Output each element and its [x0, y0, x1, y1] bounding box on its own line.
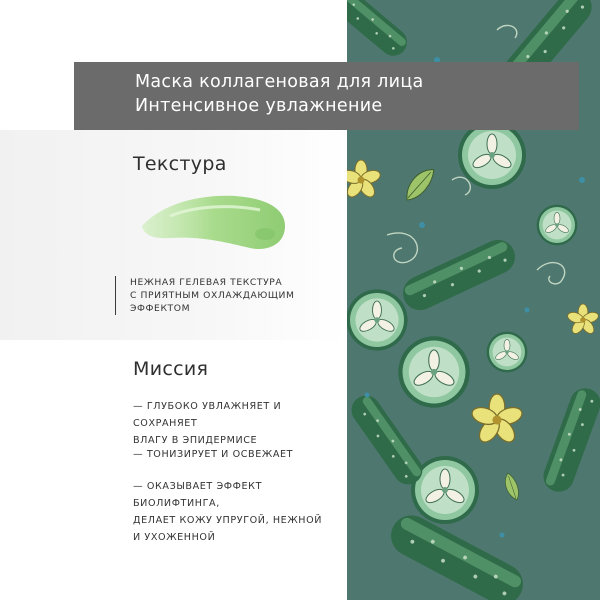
mission-item-line: — ОКАЗЫВАЕТ ЭФФЕКТ БИОЛИФТИНГА, [133, 481, 263, 509]
mission-item-line: — ГЛУБОКО УВЛАЖНЯЕТ И СОХРАНЯЕТ [133, 401, 282, 429]
product-title: Маска коллагеновая для лица [135, 72, 424, 92]
mission-item-line: ВЛАГУ В ЭПИДЕРМИСЕ [133, 435, 258, 446]
mission-item [133, 446, 343, 463]
mission-heading: Миссия [133, 358, 209, 380]
mission-item-line: — ТОНИЗИРУЕТ И ОСВЕЖАЕТ [133, 449, 294, 460]
texture-description-line: НЕЖНАЯ ГЕЛЕВАЯ ТЕКСТУРА [130, 277, 283, 288]
mission-item-line: И УХОЖЕННОЙ [133, 532, 216, 543]
mission-item [133, 478, 343, 546]
texture-description-line: С ПРИЯТНЫМ ОХЛАЖДАЮЩИМ [130, 290, 295, 301]
product-subtitle: Интенсивное увлажнение [135, 96, 383, 116]
product-title-banner [74, 62, 579, 130]
texture-description-line: ЭФФЕКТОМ [130, 303, 191, 314]
texture-heading: Текстура [133, 153, 227, 175]
mission-item [133, 398, 343, 449]
gel-swatch-icon [140, 186, 290, 256]
mission-item-line: ДЕЛАЕТ КОЖУ УПРУГОЙ, НЕЖНОЙ [133, 515, 323, 526]
texture-description [115, 276, 330, 315]
